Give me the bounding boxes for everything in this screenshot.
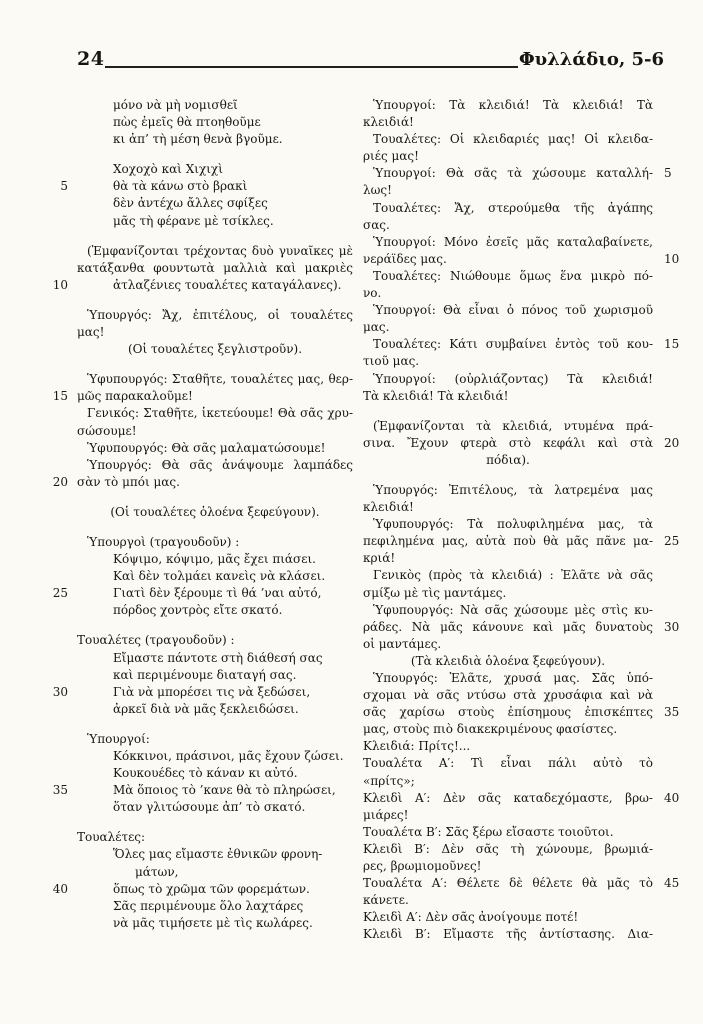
- line-text: κατάξανθα φουντωτὰ μαλλιὰ καὶ μακριὲς: [77, 260, 353, 275]
- line-text: σώσουμε!: [77, 423, 137, 438]
- text-line: [77, 731, 353, 748]
- text-line: [52, 881, 353, 898]
- line-text: πόδια).: [486, 452, 530, 467]
- line-text: Γενικὸς (πρὸς τὰ κλειδιά) : Ἐλᾶτε νὰ σᾶς: [373, 568, 653, 583]
- line-text: Ὅλες μας εἴμαστε ἐθνικῶν φρονη-: [113, 847, 323, 862]
- line-text: νεράϊδες μας.: [363, 251, 447, 266]
- line-number: 20: [664, 435, 680, 450]
- line-text: κλειδιά!: [363, 500, 414, 515]
- line-text: σας.: [363, 217, 390, 232]
- text-line: [363, 909, 653, 926]
- text-line: [363, 824, 653, 841]
- text-line: [77, 243, 353, 260]
- text-line: [363, 200, 653, 217]
- line-text: ρες, βρωμιομοῦνες!: [363, 859, 482, 874]
- line-text: Τουαλέτες: Ἄχ, στερούμεθα τῆς ἀγάπης: [373, 200, 653, 215]
- line-number: 20: [52, 474, 68, 489]
- text-line: [363, 302, 653, 319]
- text-line: [77, 915, 353, 932]
- line-text: Ὑφυπουργός: Τὰ πολυφιλημένα μας, τὰ: [373, 517, 653, 532]
- text-line: [363, 533, 680, 550]
- text-line: [363, 285, 653, 302]
- text-line: [77, 829, 353, 846]
- header-rule: [105, 66, 518, 68]
- line-number: 15: [52, 389, 68, 404]
- text-line: [77, 97, 353, 114]
- line-text: (Οἱ τουαλέτες ξεγλιστροῦν).: [127, 342, 303, 357]
- text-line: [363, 567, 653, 584]
- text-line: [363, 234, 653, 251]
- line-text: ὅπως τὸ χρῶμα τῶν φορεμάτων.: [113, 881, 310, 896]
- line-text: Κλειδὶ Β′: Εἴμαστε τῆς ἀντίστασης. Δια-: [363, 927, 653, 942]
- page-header: [77, 50, 664, 69]
- text-line: [52, 585, 353, 602]
- line-text: Ὑπουργοί: (οὐρλιάζοντας) Τὰ κλειδιά!: [373, 371, 653, 386]
- line-text: Ὑπουργός: Ἐλᾶτε, χρυσά μας. Σᾶς ὑπό-: [373, 671, 653, 685]
- line-text: καὶ περιμένουμε διαταγή σας.: [113, 667, 297, 682]
- line-text: Κλειδιά: Πρίτς!...: [363, 739, 471, 754]
- text-line: [363, 418, 653, 435]
- line-text: Γενικός: Σταθῆτε, ἱκετεύουμε! Θὰ σᾶς χρυ-: [87, 406, 353, 421]
- text-line: [52, 684, 353, 701]
- text-line: [77, 195, 353, 212]
- line-text: «πρίτς»;: [363, 773, 415, 788]
- text-line: [77, 799, 353, 816]
- line-text: Τουαλέτες: Κάτι συμβαίνει ἐντὸς τοῦ κου-: [373, 337, 653, 352]
- line-text: Εἴμαστε πάντοτε στὴ διάθεσή σας: [113, 650, 323, 665]
- line-text: Ὑπουργοί: Θὰ εἶναι ὁ πόνος τοῦ χωρισμοῦ: [373, 303, 653, 318]
- line-text: λως!: [363, 183, 392, 198]
- line-text: Ὑφυπουργός: Σταθῆτε, τουαλέτες μας, θερ-: [87, 372, 353, 387]
- right-column: [363, 97, 680, 944]
- text-line: [77, 307, 353, 324]
- line-number: 45: [664, 876, 680, 891]
- text-line: [363, 97, 653, 114]
- line-text: (Οἱ τουαλέτες ὁλοένα ξεφεύγουν).: [110, 504, 320, 519]
- text-line: [363, 738, 653, 755]
- line-number: 35: [664, 705, 680, 720]
- text-line: [363, 687, 653, 704]
- line-text: κάνετε.: [363, 893, 409, 908]
- line-text: Κλειδὶ Β′: Δὲν σᾶς τὴ χώνουμε, βρωμιά-: [363, 841, 653, 856]
- line-text: Τουαλέτα Β′: Σᾶς ξέρω εἴσαστε τοιοῦτοι.: [363, 824, 614, 839]
- text-line: [77, 423, 353, 440]
- line-text: μας, στοὺς πιὸ διακεκριμένους φασίστες.: [363, 722, 618, 737]
- text-line: [77, 602, 353, 619]
- text-line: [363, 336, 680, 353]
- text-line: [363, 755, 653, 772]
- text-line: [60, 178, 353, 195]
- text-line: [77, 534, 353, 551]
- line-text: νὰ μᾶς τιμήσετε μὲ τὶς κωλάρες.: [113, 915, 313, 930]
- text-line: [363, 721, 653, 738]
- text-line: [363, 388, 653, 405]
- line-text: ἀτλαζένιες τουαλέτες καταγάλανες).: [113, 277, 342, 292]
- text-line: [77, 898, 353, 915]
- text-line: [77, 440, 353, 457]
- line-text: τιοῦ μας.: [363, 354, 420, 369]
- line-text: ριές μας!: [363, 149, 419, 164]
- line-text: Τὰ κλειδιά! Τὰ κλειδιά!: [363, 388, 509, 403]
- text-line: [363, 636, 653, 653]
- line-text: μας.: [363, 320, 390, 335]
- line-text: Μὰ ὅποιος τὸ ’κανε θὰ τὸ πληρώσει,: [113, 783, 336, 798]
- line-text: μας!: [77, 325, 105, 340]
- text-line: [77, 701, 353, 718]
- line-number: 10: [664, 251, 680, 266]
- line-text: (Ἐμφανίζονται τὰ κλειδιά, ντυμένα πρά-: [373, 418, 653, 433]
- text-line: [363, 875, 680, 892]
- line-number: 15: [664, 337, 680, 352]
- text-line: [363, 858, 653, 875]
- line-text: μιάρες!: [363, 807, 409, 822]
- text-line: [363, 585, 653, 602]
- text-line: [363, 550, 653, 567]
- line-text: Τουαλέτες:: [77, 830, 146, 845]
- line-text: Ὑπουργοί: Μόνο ἐσεῖς μᾶς καταλαβαίνετε,: [373, 234, 653, 249]
- line-number: 35: [52, 783, 68, 798]
- line-text: Κλειδὶ Α′: Δὲν σᾶς καταδεχόμαστε, βρω-: [363, 790, 653, 805]
- text-line: [77, 632, 353, 649]
- line-text: (Τὰ κλειδιὰ ὁλοένα ξεφεύγουν).: [410, 653, 606, 668]
- line-number: 25: [52, 586, 68, 601]
- line-text: Τουαλέτα Α′: Θέλετε δὲ θέλετε θὰ μᾶς τὸ: [363, 876, 653, 891]
- text-line: [77, 864, 353, 881]
- text-line: [363, 704, 680, 721]
- text-line: [77, 765, 353, 782]
- text-line: [363, 619, 680, 636]
- line-text: σὰν τὸ μπόι μας.: [77, 474, 180, 489]
- text-line: [363, 602, 653, 619]
- line-number: 10: [52, 277, 68, 292]
- line-text: Ὑπουργός: Ἄχ, ἐπιτέλους, οἱ τουαλέτες: [87, 307, 353, 322]
- text-line: [363, 435, 680, 452]
- line-text: πόρδος χοντρὸς εἴτε σκατό.: [113, 603, 283, 618]
- text-line: [77, 161, 353, 178]
- line-text: Ὑπουργοί:: [87, 731, 150, 746]
- text-line: [52, 474, 353, 491]
- text-line: [363, 926, 653, 943]
- line-text: ράδες. Νὰ μᾶς κάνουνε καὶ μᾶς δυνατοὺς: [363, 619, 653, 634]
- line-text: Κόκκινοι, πράσινοι, μᾶς ἔχουν ζώσει.: [113, 749, 344, 763]
- line-text: Ὑφυπουργός: Νὰ σᾶς χώσουμε μὲς στὶς κυ-: [373, 602, 653, 617]
- text-line: [363, 131, 653, 148]
- line-text: νο.: [363, 286, 382, 301]
- line-text: ἀρκεῖ διὰ νὰ μᾶς ξεκλειδώσει.: [113, 701, 299, 716]
- text-line: [363, 452, 653, 469]
- line-number: 30: [664, 619, 680, 634]
- text-line: [77, 371, 353, 388]
- line-text: μάτων,: [135, 864, 179, 879]
- text-line: [77, 568, 353, 585]
- line-text: Ὑπουργός: Ἐπιτέλους, τὰ λατρεμένα μας: [373, 482, 653, 497]
- line-text: σμίξω μὲ τὶς μαντάμες.: [363, 585, 507, 600]
- text-line: [363, 670, 653, 687]
- left-column: [52, 97, 353, 932]
- line-number: 30: [52, 684, 68, 699]
- line-text: μόνο νὰ μὴ νομισθεῖ: [113, 98, 238, 112]
- text-line: [363, 841, 653, 858]
- line-text: κριά!: [363, 551, 396, 566]
- text-line: [363, 807, 653, 824]
- text-line: [363, 319, 653, 336]
- text-line: [77, 457, 353, 474]
- text-line: [77, 213, 353, 230]
- line-text: (Ἐμφανίζονται τρέχοντας δυὸ γυναῖκες μὲ: [87, 243, 353, 258]
- line-text: Ὑπουργοί: Τὰ κλειδιά! Τὰ κλειδιά! Τὰ: [373, 98, 653, 112]
- line-text: οἱ μαντάμες.: [363, 636, 442, 651]
- line-text: πεφιλημένα μας, αὐτὰ ποὺ θὰ μᾶς πᾶνε μα-: [363, 534, 653, 549]
- text-line: [363, 353, 653, 370]
- line-text: Καὶ δὲν τολμάει κανεὶς νὰ κλάσει.: [113, 569, 326, 584]
- text-line: [77, 260, 353, 277]
- text-line: [77, 748, 353, 765]
- line-text: θὰ τὰ κάνω στὸ βρακὶ: [113, 179, 248, 194]
- text-line: [363, 892, 653, 909]
- text-line: [363, 653, 653, 670]
- line-number: 40: [664, 790, 680, 805]
- text-line: [363, 371, 653, 388]
- line-text: Ὑπουργός: Θὰ σᾶς ἀνάψουμε λαμπάδες: [87, 457, 353, 472]
- masthead-title: Φυλλάδιο, 5-6: [518, 49, 664, 70]
- line-text: Ὑφυπουργός: Θὰ σᾶς μαλαματώσουμε!: [87, 440, 326, 455]
- line-text: Κουκουέδες τὸ κάναν κι αὐτό.: [113, 766, 298, 781]
- line-number: 25: [664, 534, 680, 549]
- text-line: [77, 341, 353, 358]
- text-line: [77, 324, 353, 341]
- text-line: [52, 277, 353, 294]
- text-line: [363, 268, 653, 285]
- text-line: [77, 504, 353, 521]
- text-line: [52, 782, 353, 799]
- page-number: 24: [77, 48, 105, 70]
- text-line: [363, 251, 680, 268]
- line-text: σᾶς χαρίσω στοὺς ἐπίσημους ἐπισκέπτες: [363, 705, 653, 720]
- line-text: πὼς ἐμεῖς θὰ πτοηθοῦμε: [113, 115, 261, 130]
- line-text: Τουαλέτες (τραγουδοῦν) :: [77, 633, 235, 648]
- line-text: μῶς παρακαλοῦμε!: [77, 389, 193, 404]
- line-text: Γιὰ νὰ μπορέσει τις νὰ ξεδώσει,: [113, 684, 311, 699]
- text-line: [363, 516, 653, 533]
- text-line: [363, 790, 680, 807]
- line-text: κλειδιά!: [363, 115, 414, 130]
- text-line: [363, 217, 653, 234]
- line-text: σχομαι νὰ σᾶς ντύσω στὰ χρυσάφια καὶ νὰ: [363, 688, 653, 703]
- text-line: [77, 405, 353, 422]
- line-text: Σᾶς περιμένουμε ὅλο λαχτάρες: [113, 898, 304, 913]
- line-text: μᾶς τὴ φέρανε μὲ τσίκλες.: [113, 213, 274, 228]
- text-line: [363, 773, 653, 790]
- line-number: 5: [60, 179, 68, 194]
- text-line: [363, 114, 653, 131]
- text-line: [77, 846, 353, 863]
- line-text: ὅταν γλιτώσουμε ἀπ’ τὸ σκατό.: [113, 800, 306, 815]
- line-text: σινα. Ἔχουν φτερὰ στὸ κεφάλι καὶ στὰ: [363, 435, 653, 450]
- line-text: Ὑπουργοί: Θὰ σᾶς τὰ χώσουμε καταλλή-: [373, 166, 653, 181]
- line-text: Κλειδὶ Α′: Δὲν σᾶς ἀνοίγουμε ποτέ!: [363, 910, 579, 925]
- text-line: [77, 650, 353, 667]
- text-line: [363, 148, 653, 165]
- line-number: 5: [664, 166, 672, 181]
- line-text: δὲν ἀντέχω ἄλλες σφίξες: [113, 196, 268, 211]
- line-text: Χοχοχὸ καὶ Χιχιχὶ: [113, 162, 223, 177]
- text-line: [363, 499, 653, 516]
- text-line: [52, 388, 353, 405]
- line-text: Ὑπουργοὶ (τραγουδοῦν) :: [87, 534, 240, 549]
- text-line: [77, 551, 353, 568]
- text-line: [77, 667, 353, 684]
- line-text: κι ἀπ’ τὴ μέση θενὰ βγοῦμε.: [113, 132, 283, 147]
- line-number: 40: [52, 881, 68, 896]
- text-line: [363, 482, 653, 499]
- line-text: Τουαλέτα Α′: Τὶ εἶναι πάλι αὐτὸ τὸ: [363, 756, 653, 771]
- line-text: Τουαλέτες: Νιώθουμε ὅμως ἕνα μικρὸ πό-: [373, 268, 653, 283]
- text-line: [363, 165, 672, 182]
- text-line: [77, 114, 353, 131]
- line-text: Γιατὶ δὲν ξέρουμε τὶ θά ’ναι αὐτό,: [113, 586, 322, 601]
- text-line: [77, 131, 353, 148]
- line-text: Κόψιμο, κόψιμο, μᾶς ἔχει πιάσει.: [113, 552, 316, 567]
- line-text: Τουαλέτες: Οἱ κλειδαριές μας! Οἱ κλειδα-: [373, 132, 653, 147]
- text-line: [363, 182, 653, 199]
